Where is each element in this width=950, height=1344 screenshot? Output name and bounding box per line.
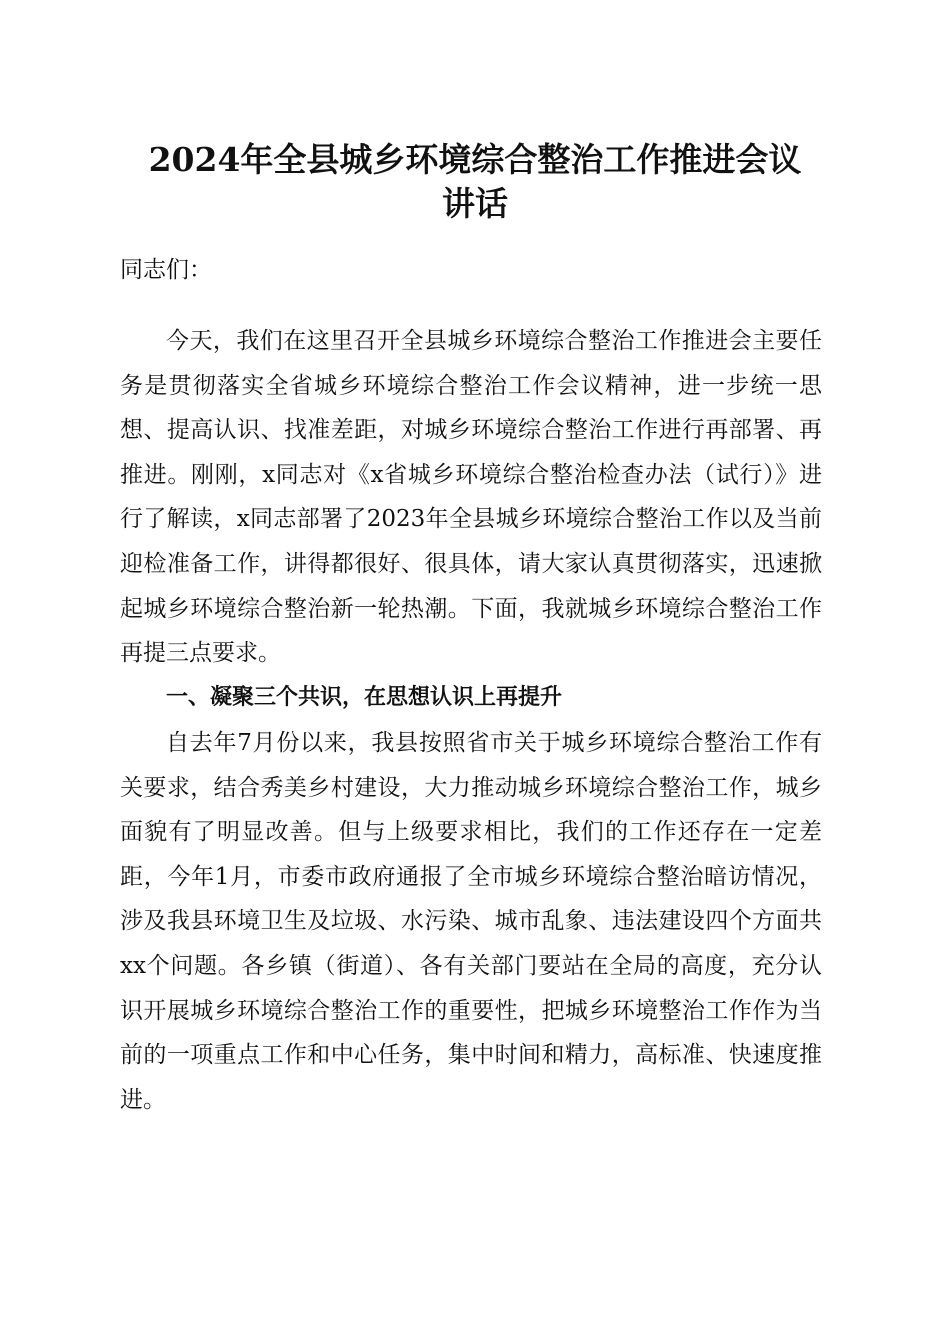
paragraph-intro: 今天，我们在这里召开全县城乡环境综合整治工作推进会主要任务是贯彻落实全省城乡环境综合整治工作会议精神，进一步统一思想、提高认识、找准差距，对城乡环境综合整治工作进行再部署、再推进。刚刚，x同志对《x省城乡环境综合整治检查办法（试行）》进行了解读，x同志部署了2023年全县城乡环境综合整治工作以及当前迎检准备工作，讲得都很好、很具体，请大家认真贯彻落实，迅速掀起城乡环境综合整治新一轮热潮。下面，我就城乡环境综合整治工作再提三点要求。 <box>120 328 822 667</box>
document-title-line-2: 讲话 <box>442 184 508 223</box>
salutation: 同志们： <box>120 257 212 283</box>
paragraph-section-1: 自去年7月份以来，我县按照省市关于城乡环境综合整治工作有关要求，结合秀美乡村建设，大力推动城乡环境综合整治工作，城乡面貌有了明显改善。但与上级要求相比，我们的工作还存在一定差距，今年1月，市委市政府通报了全市城乡环境综合整治暗访情况，涉及我县环境卫生及垃圾、水污染、城市乱象、违法建设四个方面共xx个问题。各乡镇（街道）、各有关部门要站在全局的高度，充分认识开展城乡环境综合整治工作的重要性，把城乡环境整治工作作为当前的一项重点工作和中心任务，集中时间和精力，高标准、快速度推进。 <box>120 730 822 1113</box>
document-title-line-1: 2024年全县城乡环境综合整治工作推进会议 <box>148 140 802 179</box>
section-heading-1: 一、凝聚三个共识，在思想认识上再提升 <box>166 685 563 710</box>
